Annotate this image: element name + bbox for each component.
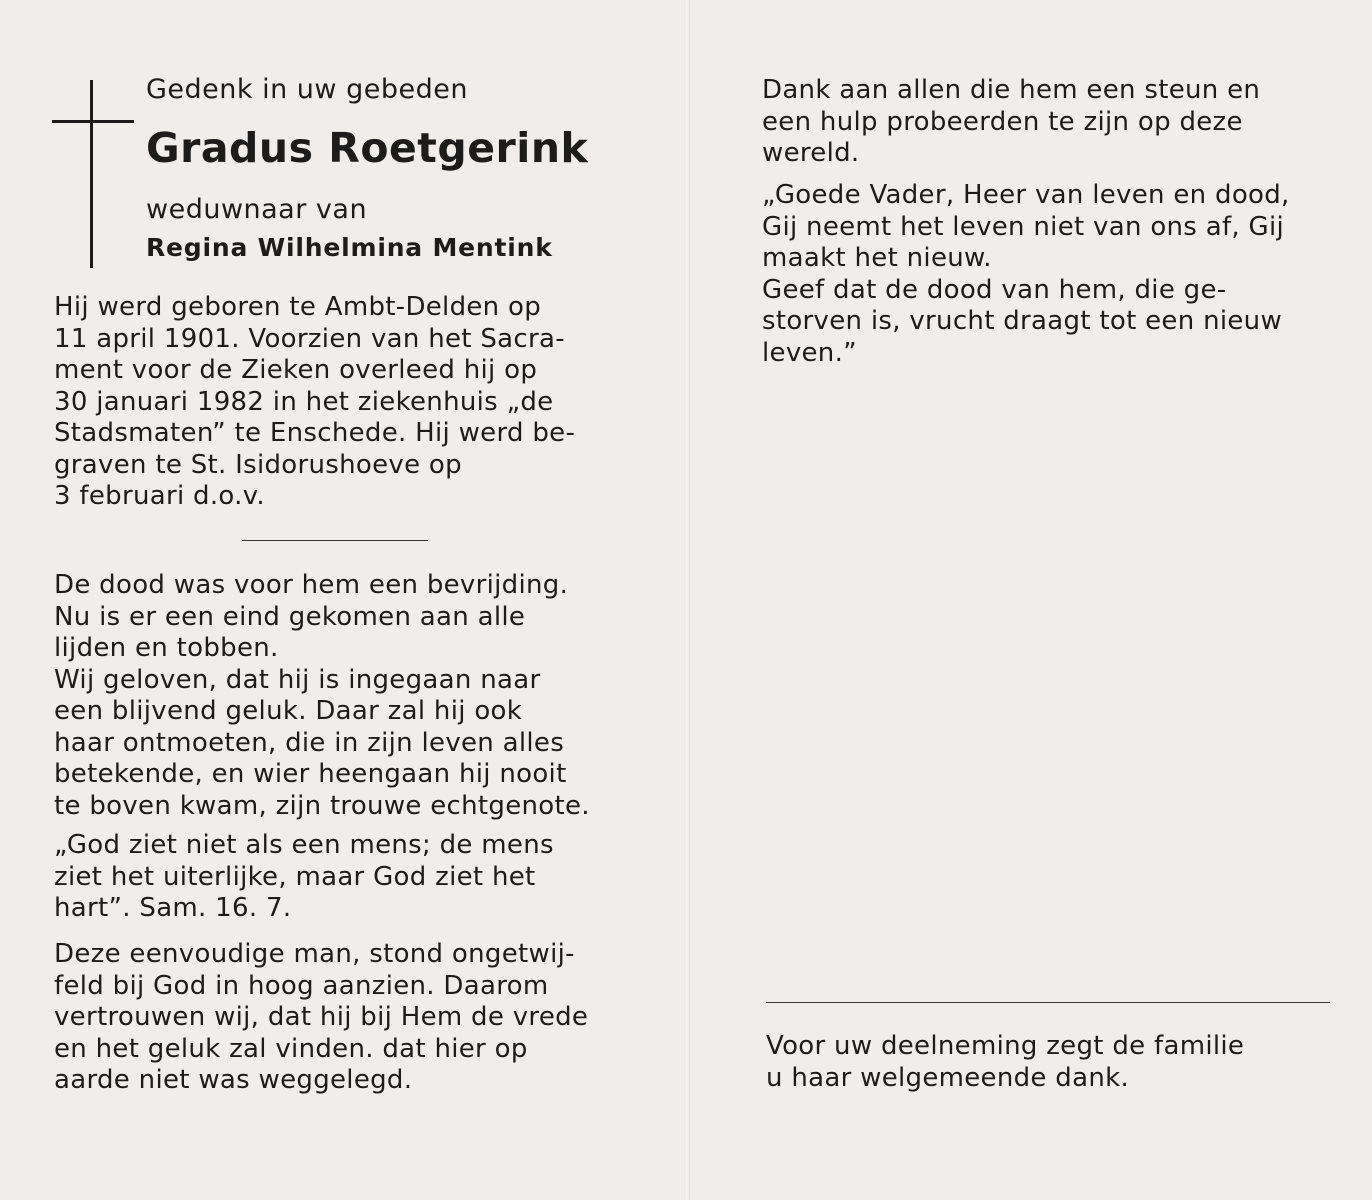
cross-icon bbox=[90, 80, 93, 268]
scripture-quote: „God ziet niet als een mens; de mens ziet het uiterlijke, maar God ziet het hart”. Sam. 16. 7. bbox=[54, 830, 554, 923]
divider-left bbox=[242, 540, 428, 541]
thanks-paragraph: Dank aan allen die hem een steun en een hulp probeerden te zijn op deze wereld. bbox=[762, 75, 1261, 168]
memorial-line: Gedenk in uw gebeden bbox=[146, 74, 468, 105]
relation-line: weduwnaar van bbox=[146, 194, 368, 225]
trust-paragraph: Deze eenvoudige man, stond ongetwij- feld bij God in hoog aanzien. Daarom vertrouwen wij, dat hij bij Hem de vrede en het geluk zal vinden. dat hier op aarde niet was weggelegd. bbox=[54, 939, 589, 1095]
divider-right bbox=[766, 1002, 1330, 1003]
family-thanks: Voor uw deelneming zegt de familie u haar welgemeende dank. bbox=[766, 1031, 1245, 1093]
cross-icon-bar bbox=[52, 120, 134, 123]
prayer-paragraph: „Goede Vader, Heer van leven en dood, Gij neemt het leven niet van ons af, Gij maakt het nieuw. Geef dat de dood van hem, die ge- storven is, vrucht draagt tot een nieuw leven.” bbox=[762, 180, 1290, 368]
life-paragraph: Hij werd geboren te Ambt-Delden op 11 april 1901. Voorzien van het Sacra- ment voor de Zieken overleed hij op 30 januari 1982 in het ziekenhuis „de Stadsmaten” te Enschede. Hij werd be- graven te St. Isidorushoeve op 3 februari d.o.v. bbox=[54, 292, 576, 511]
deceased-name: Gradus Roetgerink bbox=[146, 124, 589, 172]
spouse-name: Regina Wilhelmina Mentink bbox=[146, 233, 553, 262]
card-fold bbox=[684, 0, 690, 1200]
reflection-paragraph: De dood was voor hem een bevrijding. Nu is er een eind gekomen aan alle lijden en tobben. Wij geloven, dat hij is ingegaan naar een blijvend geluk. Daar zal hij ook haar ontmoeten, die in zijn leven alles betekende, en wier heengaan hij nooit te boven kwam, zijn trouwe echtgenote. bbox=[54, 570, 590, 821]
